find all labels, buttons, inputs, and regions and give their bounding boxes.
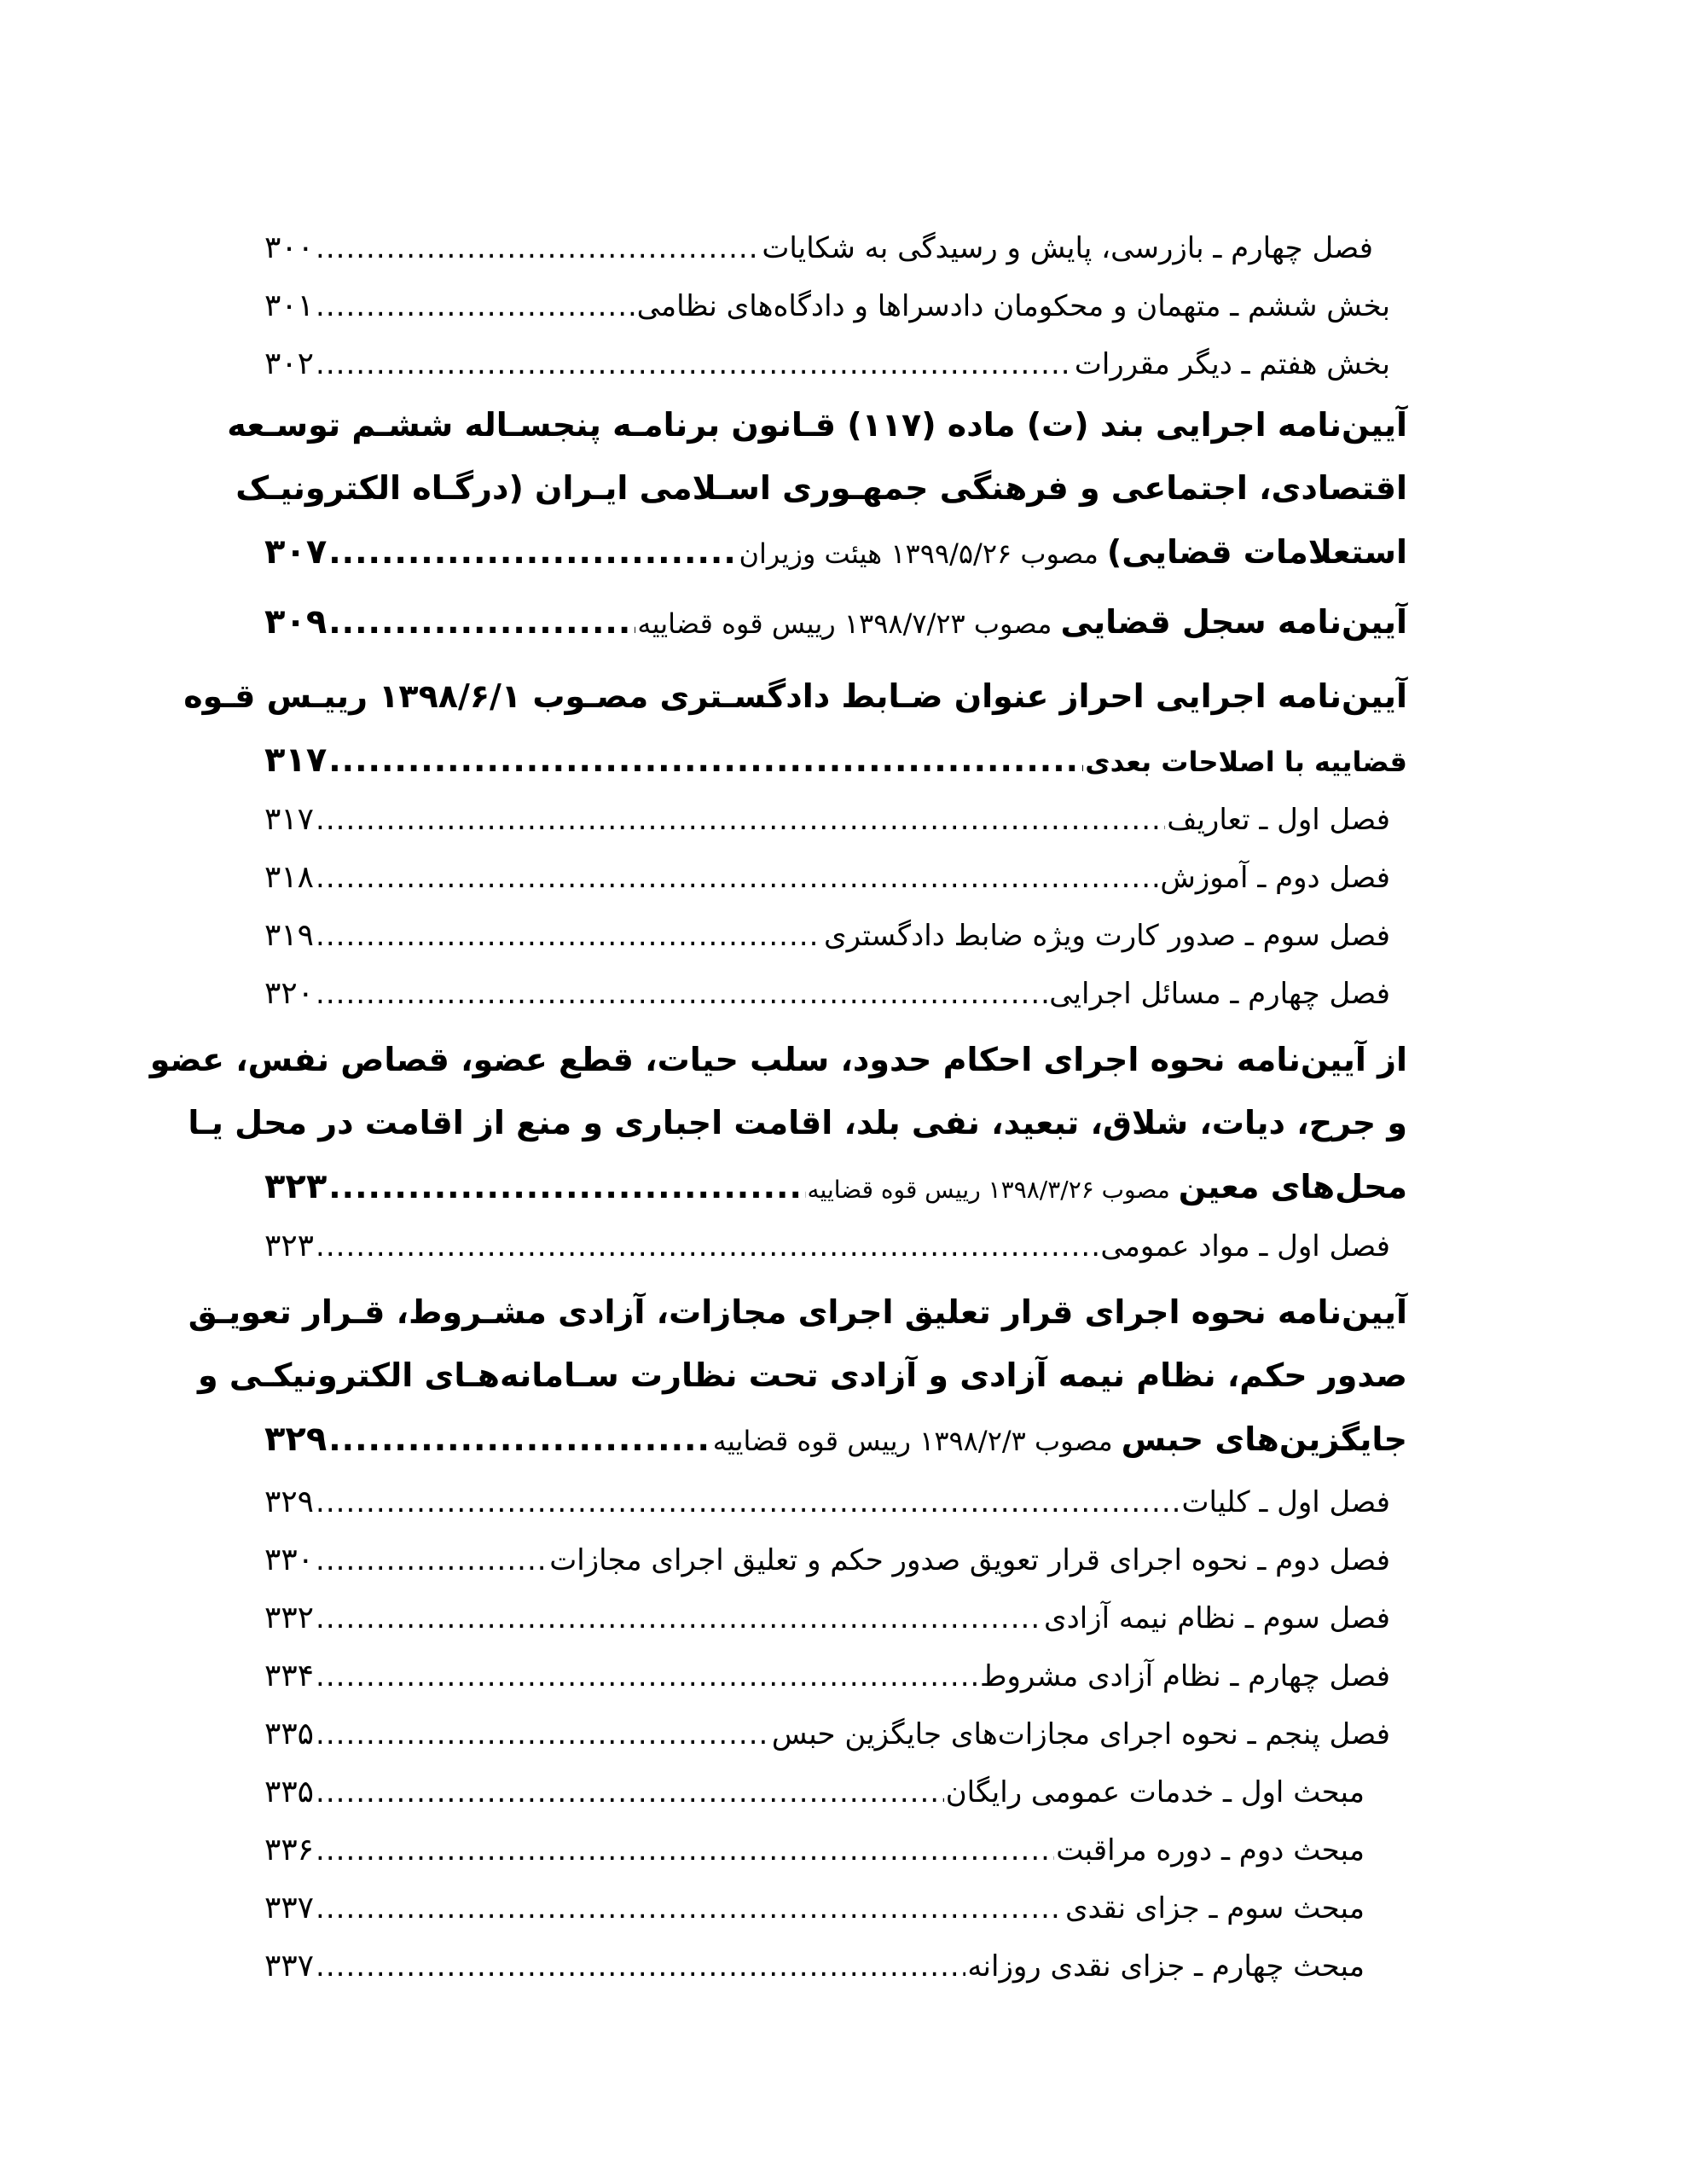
toc-entry-approval: مصوب ۱۳۹۸/۷/۲۳ رییس قوه قضاییه: [637, 607, 1052, 640]
toc-heading-line: آیین‌نامه اجرایی بند (ت) ماده (۱۱۷) قـانون برنامـه پنجسـاله ششـم توسـعه: [227, 406, 1407, 444]
toc-entry-page: ۳۲۹: [264, 1420, 328, 1459]
leader-dots: [316, 1543, 548, 1577]
toc-entry-title: جایگزین‌های حبس: [1121, 1420, 1407, 1458]
leader-dots: [316, 231, 760, 265]
leader-dots: [316, 1485, 1180, 1519]
toc-entry[interactable]: [264, 1716, 1390, 1751]
toc-entry-page: ۳۱۷: [264, 741, 328, 780]
toc-entry[interactable]: [264, 1833, 1365, 1867]
toc-entry-page: ۳۳۵: [264, 1716, 315, 1751]
toc-entry[interactable]: [264, 802, 1390, 837]
toc-entry-page: ۳۰۰: [264, 230, 315, 265]
leader-dots: [316, 1659, 978, 1693]
toc-entry-page: ۳۲۰: [264, 976, 315, 1011]
toc-entry[interactable]: [264, 1542, 1390, 1577]
toc-entry-page: ۳۳۲: [264, 1600, 315, 1635]
toc-entry[interactable]: [264, 602, 1407, 642]
toc-entry-page: ۳۰۱: [264, 288, 315, 323]
toc-heading-line: و جرح، دیات، شلاق، تبعید، نفی بلد، اقامت اجباری و منع از اقامت در محل یـا: [188, 1104, 1407, 1141]
leader-dots: [328, 533, 737, 571]
leader-dots: [316, 919, 822, 953]
toc-entry-page: ۳۲۳: [264, 1167, 328, 1206]
toc-entry-title: فصل اول ـ تعاریف: [1167, 803, 1390, 837]
toc-entry-page: ۳۰۷: [264, 532, 328, 572]
toc-entry-page: ۳۳۷: [264, 1891, 315, 1926]
leader-dots: [316, 289, 635, 323]
toc-entry-title: مبحث سوم ـ جزای نقدی: [1064, 1891, 1365, 1926]
toc-entry-page: ۳۱۷: [264, 802, 315, 837]
toc-entry-page: ۳۳۶: [264, 1833, 315, 1867]
leader-dots: [316, 803, 1165, 837]
toc-entry[interactable]: [264, 288, 1390, 323]
toc-entry[interactable]: [264, 1420, 1407, 1459]
leader-dots: [328, 603, 635, 641]
toc-entry[interactable]: [264, 1891, 1365, 1926]
toc-entry[interactable]: [264, 860, 1390, 895]
toc-entry-title: فصل دوم ـ آموزش: [1160, 861, 1390, 895]
leader-dots: [316, 861, 1158, 895]
toc-entry-title: فصل چهارم ـ مسائل اجرایی: [1049, 977, 1390, 1011]
toc-entry-title: محل‌های معین: [1178, 1168, 1407, 1205]
toc-entry-page: ۳۰۲: [264, 346, 315, 381]
toc-entry-title: فصل سوم ـ صدور کارت ویژه ضابط دادگستری: [823, 919, 1390, 953]
leader-dots: [328, 1420, 710, 1458]
toc-entry[interactable]: [264, 918, 1390, 953]
toc-entry[interactable]: [264, 1600, 1390, 1635]
toc-heading-line: اقتصادی، اجتماعی و فرهنگی جمهـوری اسـلامی ایـران (درگـاه الکترونیـک: [235, 469, 1407, 507]
toc-entry-title: فصل اول ـ کلیات: [1181, 1485, 1390, 1519]
toc-entry-title: بخش ششم ـ متهمان و محکومان دادسراها و دادگاه‌های نظامی: [636, 289, 1390, 323]
toc-entry[interactable]: [264, 230, 1373, 265]
toc-entry[interactable]: [264, 741, 1407, 780]
toc-entry-page: ۳۲۳: [264, 1228, 315, 1263]
toc-entry-title: فصل اول ـ مواد عمومی: [1100, 1229, 1390, 1263]
toc-entry-title: فصل پنجم ـ نحوه اجرای مجازات‌های جایگزین حبس: [771, 1717, 1390, 1751]
toc-entry-approval: مصوب ۱۳۹۹/۵/۲۶ هیئت وزیران: [739, 537, 1099, 570]
leader-dots: [316, 1601, 1042, 1635]
toc-entry-page: ۳۳۵: [264, 1774, 315, 1809]
toc-entry-page: ۳۰۹: [264, 602, 328, 642]
toc-heading-line: از آیین‌نامه نحوه اجرای احکام حدود، سلب حیات، قطع عضو، قصاص نفس، عضو: [149, 1041, 1407, 1078]
leader-dots: [316, 1833, 1054, 1867]
leader-dots: [316, 1229, 1099, 1263]
toc-heading-line: صدور حکم، نظام نیمه آزادی و آزادی تحت نظارت سـامانه‌هـای الکترونیکـی و: [197, 1356, 1407, 1394]
toc-entry[interactable]: [264, 1228, 1390, 1263]
toc-entry-title: فصل دوم ـ نحوه اجرای قرار تعویق صدور حکم و تعلیق اجرای مجازات: [549, 1543, 1390, 1577]
toc-entry[interactable]: [264, 1484, 1390, 1519]
toc-entry[interactable]: [264, 1167, 1407, 1206]
toc-heading-line: آیین‌نامه اجرایی احراز عنوان ضـابط دادگسـتری مصـوب ۱۳۹۸/۶/۱ رییـس قـوه: [183, 677, 1407, 715]
toc-entry-title: بخش هفتم ـ دیگر مقررات: [1074, 347, 1390, 381]
leader-dots: [316, 1717, 770, 1751]
toc-entry[interactable]: [264, 532, 1407, 572]
toc-entry[interactable]: [264, 1949, 1365, 1984]
leader-dots: [316, 1775, 944, 1809]
toc-entry-title: آیین‌نامه سجل قضایی: [1060, 603, 1407, 641]
toc-entry-page: ۳۱۸: [264, 860, 315, 895]
toc-entry[interactable]: [264, 976, 1390, 1011]
toc-entry[interactable]: [264, 1774, 1365, 1809]
leader-dots: [328, 1168, 805, 1205]
toc-entry-page: ۳۳۰: [264, 1542, 315, 1577]
toc-entry-title: فصل چهارم ـ بازرسی، پایش و رسیدگی به شکایات: [762, 231, 1373, 265]
toc-entry-title: مبحث چهارم ـ جزای نقدی روزانه: [967, 1949, 1365, 1984]
leader-dots: [316, 1949, 965, 1984]
toc-entry-title: فصل چهارم ـ نظام آزادی مشروط: [980, 1659, 1390, 1693]
toc-entry-page: ۳۱۹: [264, 918, 315, 953]
toc-entry-approval: مصوب ۱۳۹۸/۳/۲۶ رییس قوه قضاییه: [807, 1176, 1170, 1204]
leader-dots: [316, 347, 1073, 381]
toc-entry-page: ۳۳۴: [264, 1658, 315, 1693]
toc-entry-page: ۳۲۹: [264, 1484, 315, 1519]
toc-entry[interactable]: [264, 1658, 1390, 1693]
toc-heading-line: آیین‌نامه نحوه اجرای قرار تعلیق اجرای مجازات، آزادی مشـروط، قـرار تعویـق: [188, 1293, 1407, 1331]
toc-entry-title: استعلامات قضایی): [1106, 533, 1407, 571]
toc-entry-title: فصل سوم ـ نظام نیمه آزادی: [1043, 1601, 1390, 1635]
toc-entry-page: ۳۳۷: [264, 1949, 315, 1984]
toc-entry[interactable]: [264, 346, 1390, 381]
toc-entry-title: قضاییه با اصلاحات بعدی: [1085, 746, 1407, 778]
toc-entry-title: مبحث دوم ـ دوره مراقبت: [1056, 1833, 1365, 1867]
leader-dots: [328, 741, 1083, 779]
leader-dots: [316, 977, 1047, 1011]
leader-dots: [316, 1891, 1064, 1926]
toc-entry-title: مبحث اول ـ خدمات عمومی رایگان: [945, 1775, 1365, 1809]
toc-entry-approval: مصوب ۱۳۹۸/۲/۳ رییس قوه قضاییه: [712, 1425, 1113, 1457]
